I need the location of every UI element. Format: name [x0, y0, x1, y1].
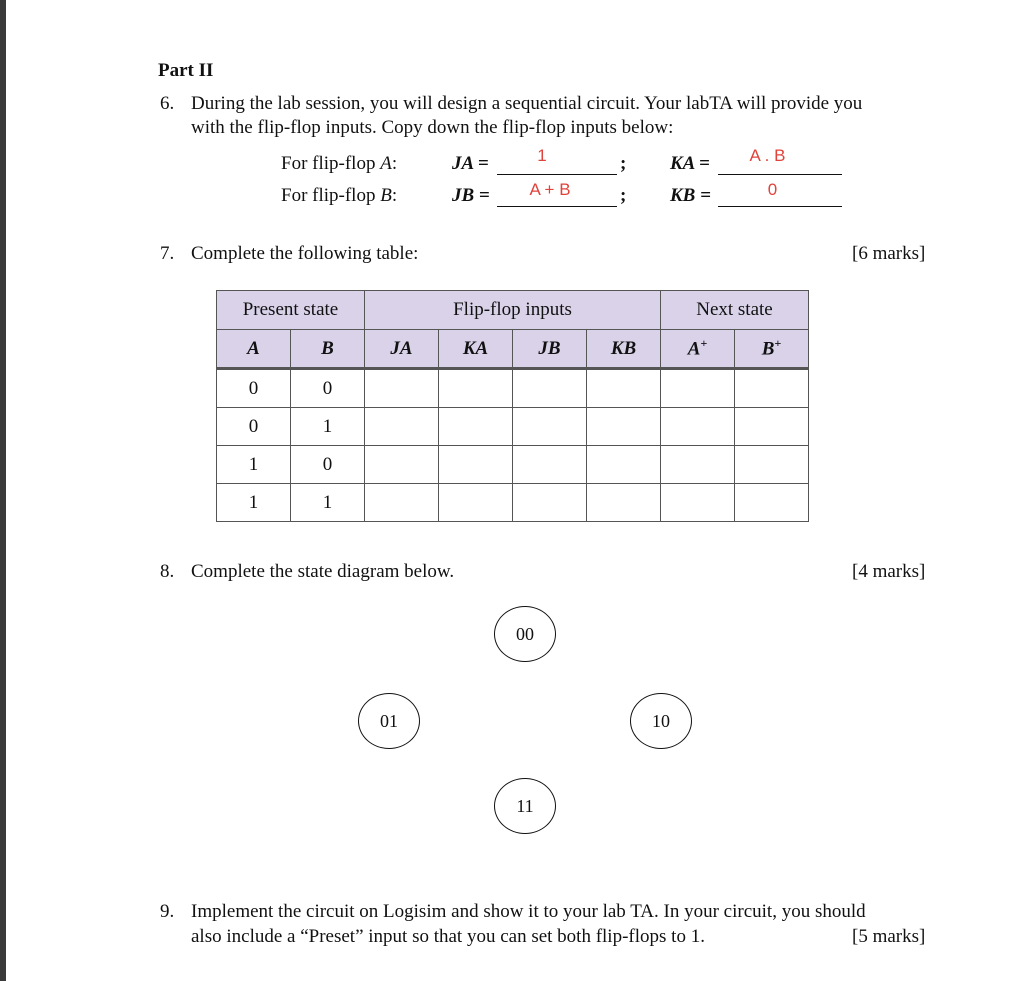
ja-label: JA =	[452, 153, 489, 174]
cell-empty[interactable]	[735, 369, 809, 408]
header-flip-flop-inputs: Flip-flop inputs	[365, 291, 661, 330]
cell-b: 1	[291, 408, 365, 446]
table-row	[217, 446, 809, 484]
cell-empty[interactable]	[735, 408, 809, 446]
ka-label: KA =	[670, 153, 710, 174]
cell-a: 1	[217, 484, 291, 522]
cell-empty[interactable]	[513, 446, 587, 484]
cell-empty[interactable]	[513, 484, 587, 522]
jb-blank	[497, 206, 617, 207]
cell-empty[interactable]	[439, 484, 513, 522]
cell-empty[interactable]	[365, 484, 439, 522]
cell-b: 0	[291, 446, 365, 484]
col-b: B	[291, 330, 365, 369]
cell-empty[interactable]	[735, 446, 809, 484]
col-jb: JB	[513, 330, 587, 369]
jb-value: A + B	[529, 180, 571, 199]
q8-number: 8.	[160, 561, 175, 582]
jb-semicolon: ;	[620, 185, 627, 206]
q6-text-line2: with the flip-flop inputs. Copy down the flip-flop inputs below:	[191, 117, 674, 138]
col-a: A	[217, 330, 291, 369]
q6-text-line1: During the lab session, you will design a sequential circuit. Your labTA will provide you	[191, 93, 863, 114]
col-ja: JA	[365, 330, 439, 369]
q9-text-line1: Implement the circuit on Logisim and show it to your lab TA. In your circuit, you should	[191, 901, 866, 922]
q8-text: Complete the state diagram below.	[191, 561, 455, 582]
q7-marks: [6 marks]	[852, 243, 926, 264]
q6-number: 6.	[160, 93, 175, 114]
q9-marks: [5 marks]	[852, 926, 926, 947]
cell-empty[interactable]	[587, 369, 661, 408]
cell-a: 1	[217, 446, 291, 484]
cell-empty[interactable]	[661, 484, 735, 522]
cell-empty[interactable]	[587, 408, 661, 446]
table-column-header-row	[217, 330, 809, 369]
window-edge	[0, 0, 6, 981]
col-a-next: A+	[661, 330, 735, 369]
state-node-10: 10	[630, 693, 692, 749]
kb-label: KB =	[670, 185, 711, 206]
cell-empty[interactable]	[439, 446, 513, 484]
cell-a: 0	[217, 369, 291, 408]
ja-blank	[497, 174, 617, 175]
state-node-11: 11	[494, 778, 556, 834]
q7-number: 7.	[160, 243, 175, 264]
cell-empty[interactable]	[439, 408, 513, 446]
cell-empty[interactable]	[661, 446, 735, 484]
col-kb: KB	[587, 330, 661, 369]
part-title: Part II	[158, 60, 214, 81]
q7-text: Complete the following table:	[191, 243, 419, 264]
cell-empty[interactable]	[661, 369, 735, 408]
cell-empty[interactable]	[365, 408, 439, 446]
jb-label: JB =	[452, 185, 490, 206]
cell-empty[interactable]	[439, 369, 513, 408]
cell-b: 0	[291, 369, 365, 408]
state-node-00: 00	[494, 606, 556, 662]
ka-value: A . B	[749, 146, 786, 165]
cell-empty[interactable]	[661, 408, 735, 446]
kb-value: 0	[767, 180, 778, 199]
cell-empty[interactable]	[587, 484, 661, 522]
header-present-state: Present state	[217, 291, 365, 330]
state-table	[216, 290, 809, 522]
cell-empty[interactable]	[513, 408, 587, 446]
ka-blank	[718, 174, 842, 175]
header-next-state: Next state	[661, 291, 809, 330]
table-row	[217, 369, 809, 408]
table-row	[217, 484, 809, 522]
cell-empty[interactable]	[587, 446, 661, 484]
ff-a-label: For flip-flop A:	[281, 153, 398, 174]
q9-number: 9.	[160, 901, 175, 922]
kb-blank	[718, 206, 842, 207]
cell-empty[interactable]	[513, 369, 587, 408]
q8-marks: [4 marks]	[852, 561, 926, 582]
cell-empty[interactable]	[365, 446, 439, 484]
ja-semicolon: ;	[620, 153, 627, 174]
col-ka: KA	[439, 330, 513, 369]
cell-empty[interactable]	[735, 484, 809, 522]
cell-a: 0	[217, 408, 291, 446]
cell-empty[interactable]	[365, 369, 439, 408]
col-b-next: B+	[735, 330, 809, 369]
q9-text-line2: also include a “Preset” input so that you can set both flip-flops to 1.	[191, 926, 705, 947]
cell-b: 1	[291, 484, 365, 522]
table-group-header-row	[217, 291, 809, 330]
state-node-01: 01	[358, 693, 420, 749]
ja-value: 1	[537, 146, 547, 165]
ff-b-label: For flip-flop B:	[281, 185, 398, 206]
table-row	[217, 408, 809, 446]
